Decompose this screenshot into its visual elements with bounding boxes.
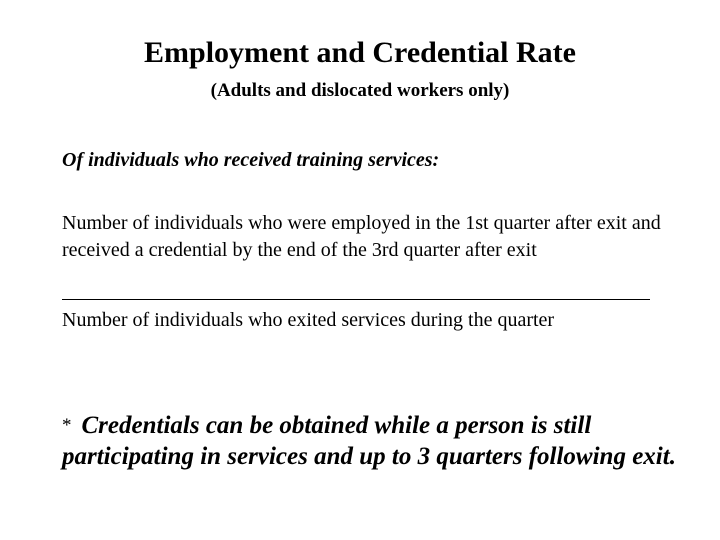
formula-numerator: Number of individuals who were employed in the 1st quarter after exit and received a credential by the end of the 3rd quarter after exit <box>62 212 661 261</box>
footnote-asterisk: * <box>62 415 72 436</box>
slide-subtitle: (Adults and dislocated workers only) <box>210 80 510 101</box>
footnote-text: Credentials can be obtained while a person is still participating in services and up to 3 quarters following exit. <box>62 412 676 470</box>
slide-title: Employment and Credential Rate <box>144 36 576 69</box>
fraction-divider <box>62 299 650 300</box>
footnote <box>62 410 682 472</box>
intro-text: Of individuals who received training services: <box>62 149 440 171</box>
formula-denominator: Number of individuals who exited services during the quarter <box>62 309 555 331</box>
